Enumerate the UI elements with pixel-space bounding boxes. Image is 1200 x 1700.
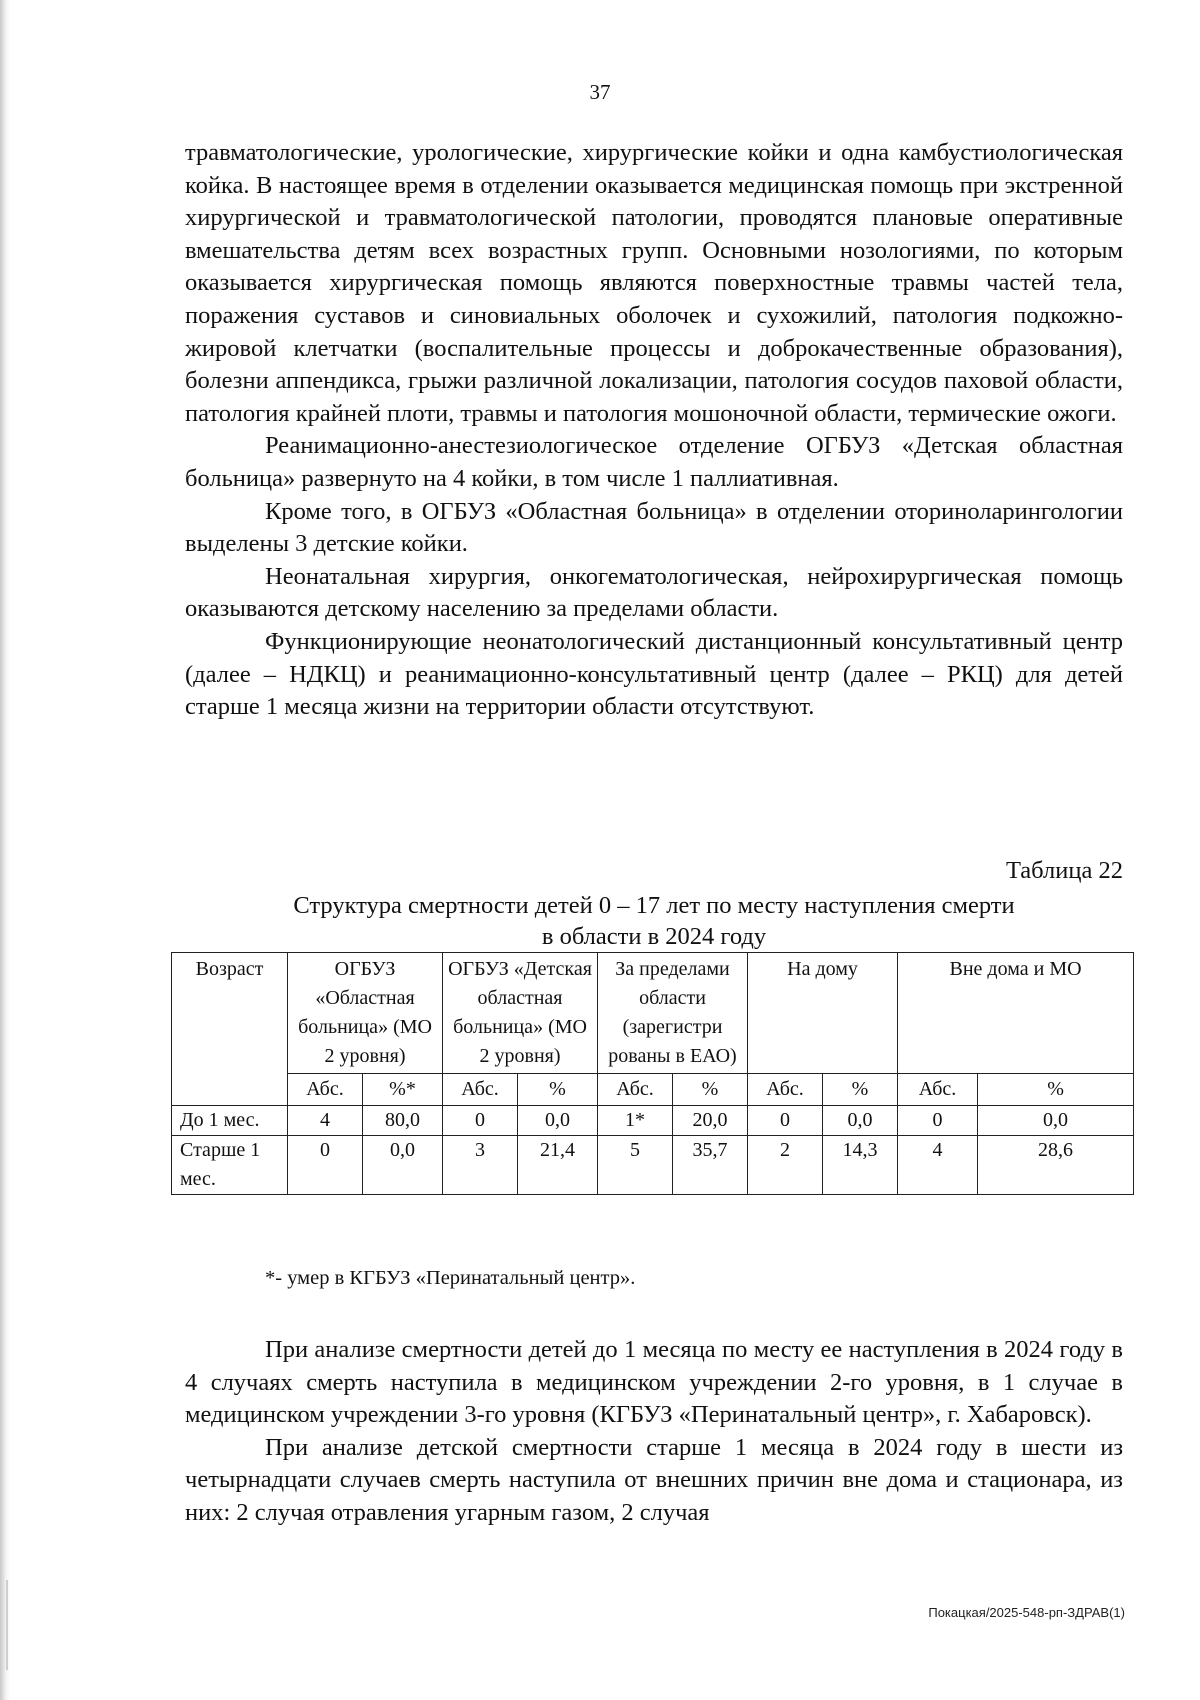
table-caption: Таблица 22 — [1005, 857, 1123, 884]
table-cell: 35,7 — [673, 1136, 748, 1195]
document-footer-id: Покацкая/2025-548-рп-ЗДРАВ(1) — [928, 1605, 1125, 1620]
subheader-cell: % — [518, 1074, 598, 1106]
table-cell: 5 — [598, 1136, 673, 1195]
text-block-top — [185, 137, 1123, 724]
table-cell: 0 — [748, 1106, 823, 1136]
table-cell: 3 — [443, 1136, 518, 1195]
table-cell: 0,0 — [363, 1136, 443, 1195]
subheader-cell: Абс. — [443, 1074, 518, 1106]
paragraph: При анализе детской смертности старше 1 месяца в 2024 году в шести из четырнадцати случаев смерть наступила от внешних причин вне дома и стационара, из них: 2 случая отравления угарным газом, 2 случая — [185, 1433, 1123, 1526]
header-group: ОГБУЗ «Детская областная больница» (МО 2 уровня) — [443, 953, 598, 1074]
subheader-cell: % — [823, 1074, 898, 1106]
row-age: До 1 мес. — [172, 1106, 288, 1136]
paragraph: Кроме того, в ОГБУЗ «Областная больница» в отделении оториноларингологии выделены 3 детские койки. — [185, 497, 1123, 558]
subheader-cell: %* — [363, 1074, 443, 1106]
subheader-cell: % — [673, 1074, 748, 1106]
table-cell: 21,4 — [518, 1136, 598, 1195]
subheader-cell: % — [978, 1074, 1134, 1106]
mortality-table — [171, 952, 1134, 1195]
table-footnote: *- умер в КГБУЗ «Перинатальный центр». — [265, 1267, 636, 1289]
table-cell: 28,6 — [978, 1136, 1134, 1195]
paragraph: Реанимационно-анестезиологическое отделение ОГБУЗ «Детская областная больница» развернуто на 4 койки, в том числе 1 паллиативная. — [185, 432, 1123, 492]
table-cell: 0,0 — [823, 1106, 898, 1136]
table-cell: 0,0 — [518, 1106, 598, 1136]
scan-edge-mark — [6, 1580, 8, 1670]
table-cell: 20,0 — [673, 1106, 748, 1136]
text-block-bottom — [185, 1334, 1123, 1530]
header-group: На дому — [748, 953, 898, 1074]
header-group: За пределами области (зарегистри рованы в ЕАО) — [598, 953, 748, 1074]
table-cell: 2 — [748, 1136, 823, 1195]
row-age: Старше 1 мес. — [172, 1136, 288, 1195]
table-cell: 0 — [898, 1106, 978, 1136]
table-cell: 0 — [288, 1136, 363, 1195]
paragraph: травматологические, урологические, хирургические койки и одна камбустиологическая койка. В настоящее время в отделении оказывается медицинская помощь при экстренной хирургической и травматологической патологии, проводятся плановые оперативные вмешательства детям всех возрастных групп. Основными нозологиями, по которым оказывается хирургическая помощь являются поверхностные травмы частей тела, поражения суставов и синовиальных оболочек и сухожилий, патология подкожно-жировой клетчатки (воспалительные процессы и доброкачественные образования), болезни аппендикса, грыжи различной локализации, патология сосудов паховой области, патология крайней плоти, травмы и патология мошоночной области, термические ожоги. — [185, 139, 1123, 427]
subheader-cell: Абс. — [898, 1074, 978, 1106]
table-cell: 14,3 — [823, 1136, 898, 1195]
table-cell: 0,0 — [978, 1106, 1134, 1136]
table-row — [172, 1136, 1134, 1195]
subheader-cell: Абс. — [748, 1074, 823, 1106]
paragraph: При анализе смертности детей до 1 месяца по месту ее наступления в 2024 году в 4 случаях смерть наступила в медицинском учреждении 2-го уровня, в 1 случае в медицинском учреждении 3-го уровня (КГБУЗ «Перинатальный центр», г. Хабаровск). — [185, 1336, 1123, 1429]
table-row — [172, 1106, 1134, 1136]
table-title-line: Структура смертности детей 0 – 17 лет по месту наступления смерти — [293, 892, 1015, 919]
table-title-line: в области в 2024 году — [541, 923, 767, 950]
scan-page-edge — [0, 0, 10, 1700]
table-cell: 4 — [288, 1106, 363, 1136]
header-group: ОГБУЗ «Областная больница» (МО 2 уровня) — [288, 953, 443, 1074]
subheader-cell: Абс. — [288, 1074, 363, 1106]
header-group: Вне дома и МО — [898, 953, 1134, 1074]
table-cell: 1* — [598, 1106, 673, 1136]
table-title — [185, 890, 1123, 952]
subheader-cell: Абс. — [598, 1074, 673, 1106]
table-cell: 80,0 — [363, 1106, 443, 1136]
paragraph: Неонатальная хирургия, онкогематологическая, нейрохирургическая помощь оказываются детскому населению за пределами области. — [185, 562, 1123, 623]
header-age: Возраст — [172, 953, 288, 1106]
table-cell: 4 — [898, 1136, 978, 1195]
paragraph: Функционирующие неонатологический дистанционный консультативный центр (далее – НДКЦ) и реанимационно-консультативный центр (далее – РКЦ) для детей старше 1 месяца жизни на территории области отсутствуют. — [185, 627, 1123, 721]
page-number: 37 — [589, 80, 611, 104]
table-cell: 0 — [443, 1106, 518, 1136]
